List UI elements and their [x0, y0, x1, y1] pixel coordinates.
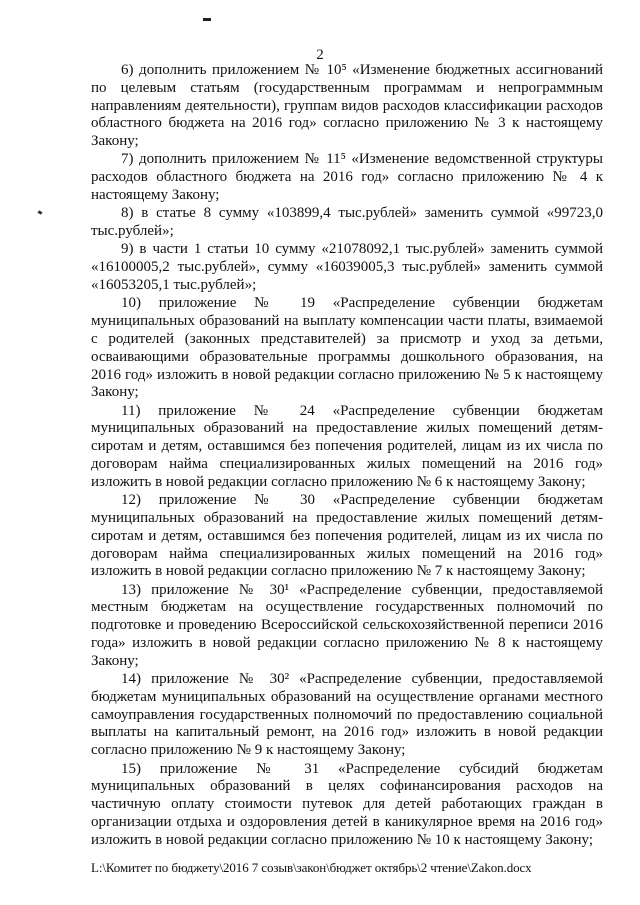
footer-file-path: L:\Комитет по бюджету\2016 7 созыв\закон\бюджет октябрь\2 чтение\Zakon.docx [91, 860, 532, 875]
paragraph-6: 6) дополнить приложением № 10⁵ «Изменение бюджетных ассигнований по целевым статьям (государственным программам и непрограммным направлениям деятельности), группам видов расходов классификации расходов областного бюджета на 2016 год» согласно приложению № 3 к настоящему Закону; [91, 62, 603, 150]
document-body [91, 62, 603, 850]
paragraph-7: 7) дополнить приложением № 11⁵ «Изменение ведомственной структуры расходов областного бюджета на 2016 год» согласно приложению № 4 к настоящему Закону; [91, 151, 603, 204]
paragraph-13: 13) приложение № 30¹ «Распределение субвенции, предоставляемой местным бюджетам на осуществление государственных полномочий по подготовке и проведению Всероссийской сельскохозяйственной переписи 2016 года» изложить в новой редакции согласно приложению № 8 к настоящему Закону; [91, 581, 603, 669]
scan-mark [38, 210, 43, 215]
page-number: 2 [316, 47, 324, 63]
scan-mark [203, 18, 211, 21]
paragraph-11: 11) приложение № 24 «Распределение субвенции бюджетам муниципальных образований на предоставление жилых помещений детям-сиротам и детям, оставшимся без попечения родителей, лицам из их числа по договорам найма специализированных жилых помещений на 2016 год» изложить в новой редакции согласно приложению № 6 к настоящему Закону; [91, 402, 603, 490]
paragraph-15: 15) приложение № 31 «Распределение субсидий бюджетам муниципальных образований в целях софинансирования расходов на частичную оплату стоимости путевок для детей работающих граждан в организации отдыха и оздоровления детей в каникулярное время на 2016 год» изложить в новой редакции согласно приложению № 10 к настоящему Закону; [91, 760, 603, 848]
paragraph-8: 8) в статье 8 сумму «103899,4 тыс.рублей» заменить суммой «99723,0 тыс.рублей»; [91, 205, 603, 240]
paragraph-10: 10) приложение № 19 «Распределение субвенции бюджетам муниципальных образований на выплату компенсации части платы, взимаемой с родителей (законных представителей) за присмотр и уход за детьми, осваивающими образовательные программы дошкольного образования, на 2016 год» изложить в новой редакции согласно приложению № 5 к настоящему Закону; [91, 295, 603, 401]
paragraph-12: 12) приложение № 30 «Распределение субвенции бюджетам муниципальных образований на предоставление жилых помещений детям-сиротам и детям, оставшимся без попечения родителей, лицам из их числа по договорам найма специализированных жилых помещений на 2016 год» изложить в новой редакции согласно приложению № 7 к настоящему Закону; [91, 492, 603, 580]
paragraph-14: 14) приложение № 30² «Распределение субвенции, предоставляемой бюджетам муниципальных образований на осуществление органами местного самоуправления государственных полномочий по предоставлению социальной выплаты на капитальный ремонт, на 2016 год» изложить в новой редакции согласно приложению № 9 к настоящему Закону; [91, 671, 603, 759]
paragraph-9: 9) в части 1 статьи 10 сумму «21078092,1 тыс.рублей» заменить суммой «16100005,2 тыс.рублей», сумму «16039005,3 тыс.рублей» заменить суммой «16053205,1 тыс.рублей»; [91, 241, 603, 294]
